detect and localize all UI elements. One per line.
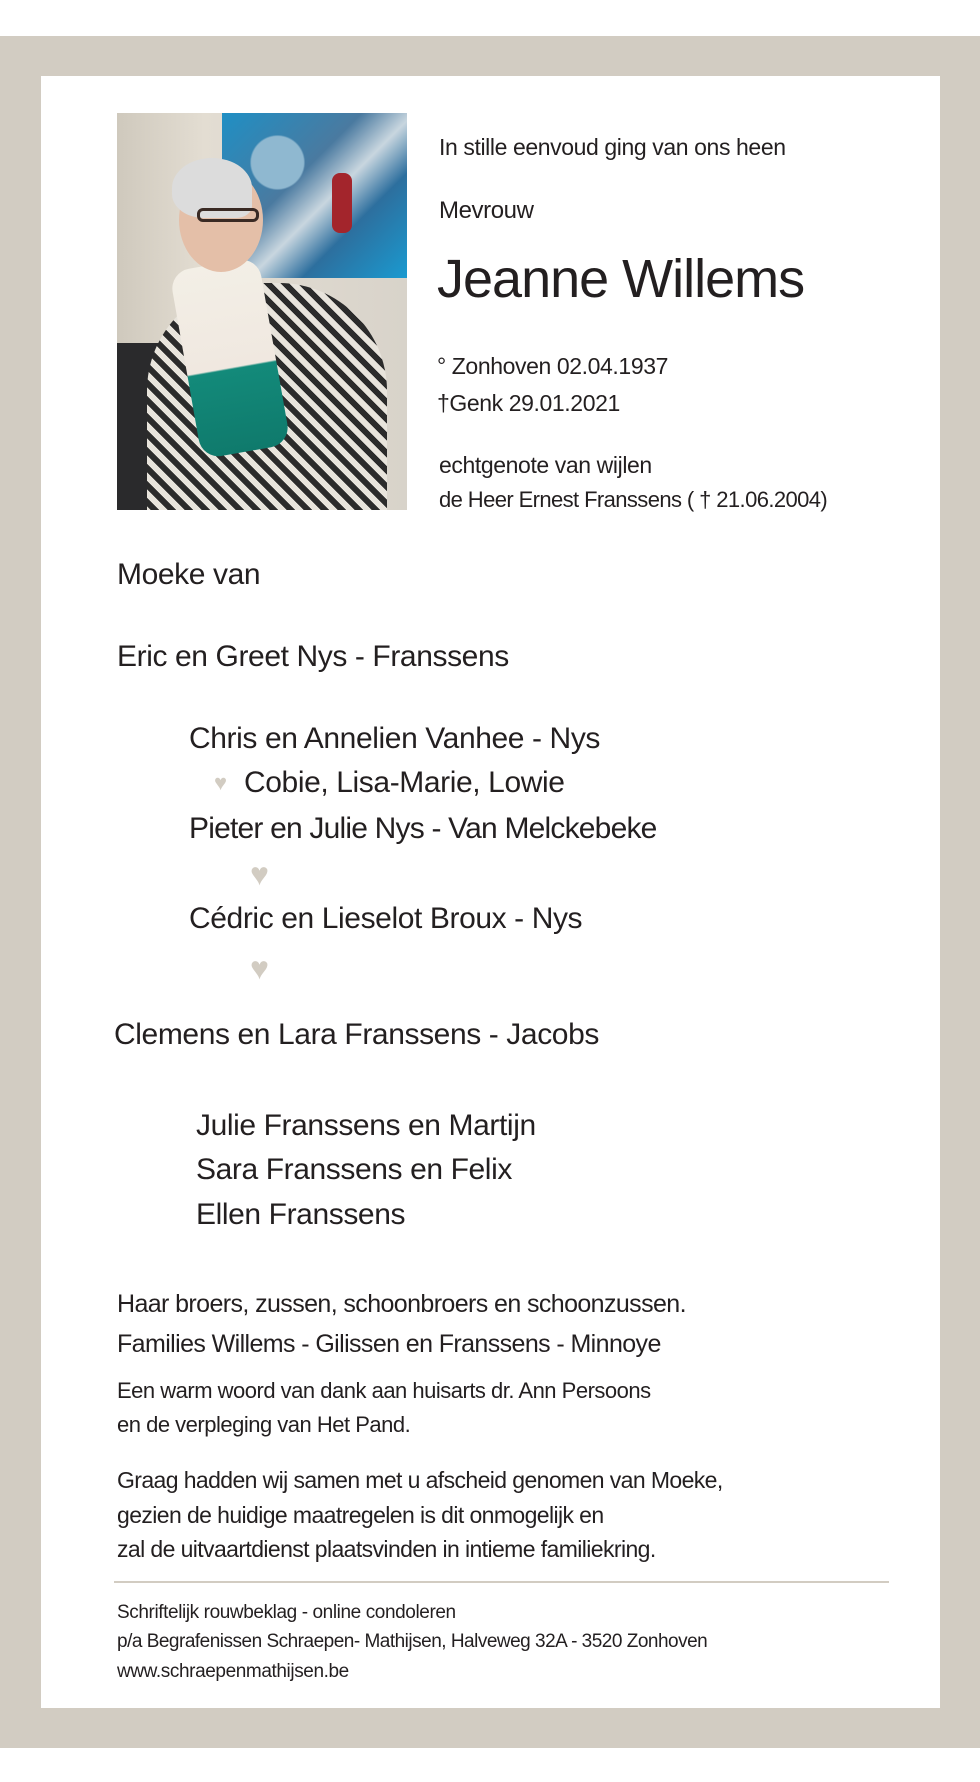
notice-line-1: Graag hadden wij samen met u afscheid genomen van Moeke, [117, 1467, 723, 1493]
relatives-line-1: Haar broers, zussen, schoonbroers en schoonzussen. [117, 1290, 686, 1318]
heart-icon: ♥ [214, 770, 228, 795]
title-text: Mevrouw [439, 197, 534, 224]
portrait-photo [117, 113, 407, 510]
grandchild-2: Pieter en Julie Nys - Van Melckebeke [189, 812, 657, 845]
footer-line-1: Schriftelijk rouwbeklag - online condoleren [117, 1602, 456, 1623]
grandchild-3: Cédric en Lieselot Broux - Nys [189, 902, 583, 935]
heart-icon: ♥ [250, 950, 269, 986]
footer-address: p/a Begrafenissen Schraepen- Mathijsen, Halveweg 32A - 3520 Zonhoven [117, 1631, 708, 1652]
thanks-line-2: en de verpleging van Het Pand. [117, 1412, 411, 1437]
thanks-line-1: Een warm woord van dank aan huisarts dr. Ann Persoons [117, 1378, 651, 1403]
notice-line-2: gezien de huidige maatregelen is dit onmogelijk en [117, 1502, 604, 1528]
spouse-line-1: echtgenote van wijlen [439, 452, 652, 478]
notice-line-3: zal de uitvaartdienst plaatsvinden in intieme familiekring. [117, 1536, 656, 1562]
family-heading: Moeke van [117, 558, 261, 591]
child-1: Eric en Greet Nys - Franssens [117, 640, 509, 673]
intro-text: In stille eenvoud ging van ons heen [439, 134, 786, 160]
glasses [197, 208, 259, 222]
birth-line: ° Zonhoven 02.04.1937 [437, 353, 668, 379]
painting-detail [332, 173, 352, 233]
death-line: †Genk 29.01.2021 [437, 390, 620, 416]
relatives-line-2: Families Willems - Gilissen en Franssens - Minnoye [117, 1330, 661, 1358]
deceased-name: Jeanne Willems [437, 249, 805, 309]
footer-website-link[interactable]: www.schraepenmathijsen.be [117, 1661, 349, 1682]
heart-icon: ♥ [250, 856, 269, 892]
grandchild-1: Chris en Annelien Vanhee - Nys [189, 722, 601, 755]
child-2: Clemens en Lara Franssens - Jacobs [114, 1018, 599, 1051]
grandchild-5: Sara Franssens en Felix [196, 1153, 512, 1186]
grandchild-4: Julie Franssens en Martijn [196, 1109, 536, 1142]
great-grandchildren-1: Cobie, Lisa-Marie, Lowie [244, 766, 565, 799]
divider [114, 1581, 889, 1583]
grandchild-6: Ellen Franssens [196, 1198, 406, 1231]
spouse-line-2: de Heer Ernest Franssens ( † 21.06.2004) [439, 487, 828, 512]
